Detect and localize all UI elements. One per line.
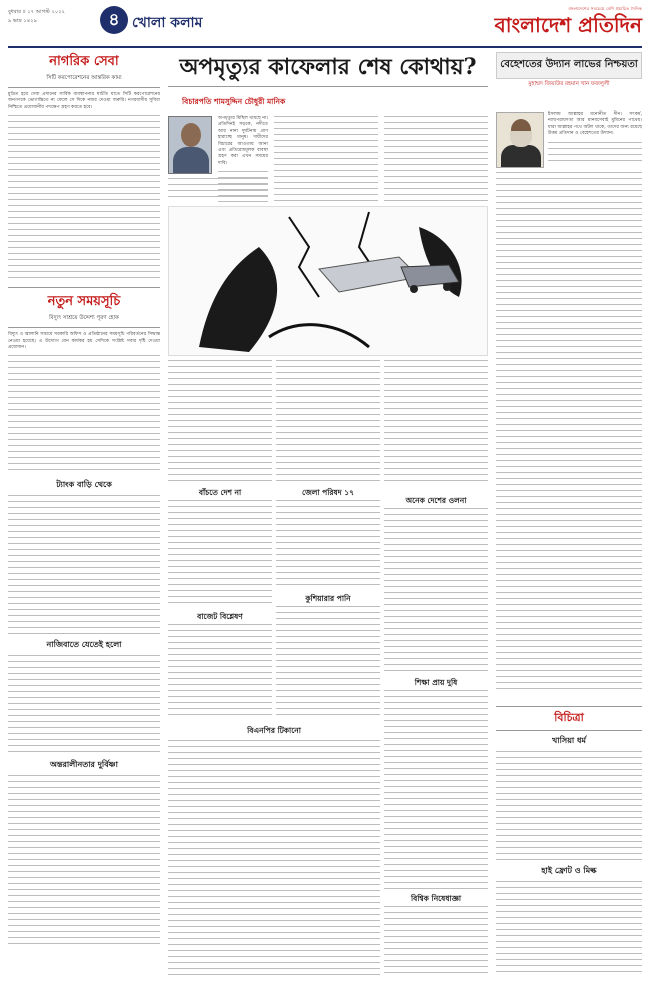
center-column — [168, 52, 488, 113]
brand-logo-text: বাংলাদেশ প্রতিদিন — [494, 13, 642, 37]
editorial-body-2: বিদ্যুৎ ও জ্বালানি সাশ্রয়ে সরকারি অফিস ও প্রতিষ্ঠানের সময়সূচি পরিবর্তনের সিদ্ধান্ত নেওয়া হয়েছে। এ উদ্যোগ যেন কার্যকর হয় সেদিকে সংশ্লিষ্ট সবার দৃষ্টি দেওয়া প্রয়োজন। — [8, 332, 160, 351]
text-block — [276, 606, 380, 720]
center-subhead-1: বাঁচতে দেশ না — [198, 488, 242, 497]
text-block — [384, 116, 488, 202]
text-block — [276, 360, 380, 484]
text-block — [276, 500, 380, 590]
divider — [8, 287, 160, 288]
text-block — [168, 624, 272, 720]
illustration — [168, 206, 488, 356]
religious-lead — [548, 112, 642, 162]
crack-line — [289, 217, 319, 297]
text-block — [274, 116, 378, 202]
center-subhead-4: অনেক দেশের ওলনা — [405, 496, 467, 505]
columnist-portrait — [496, 112, 544, 168]
curiosity-subhead-2: হাই ফ্রোট ও মিল্ক — [541, 865, 597, 875]
subhead-2: নাজিবাতে যেতেই হলো — [46, 639, 122, 650]
ink-stroke — [269, 325, 369, 347]
curiosity-box — [496, 700, 642, 977]
editorial-title-2: নতুন সময়সূচি — [47, 294, 121, 310]
ink-splash-left — [199, 247, 277, 352]
portrait-body — [501, 145, 541, 168]
religious-column-title: বেহেশতের উদ্যান লাভের নিশ্চয়তা — [500, 59, 638, 70]
religious-body: ইসলাম আল্লাহর মনোনীত দীন। সৎকর্ম, ন্যায়পরায়ণতা আর মানবসেবাই মুমিনের পাথেয়। যারা আল্লাহর পথে অটল থাকে, তাদের জন্য রয়েছে উত্তম প্রতিদান ও বেহেশতের উদ্যান। — [548, 112, 642, 137]
text-block — [496, 881, 642, 977]
text-block — [168, 500, 272, 608]
ink-splash-right — [419, 227, 462, 297]
page-number-badge: ৪ — [100, 6, 128, 34]
subhead-1: ট্যাংক বাড়ি থেকে — [56, 479, 112, 490]
bengali-date-line: ৯ ভাদ্র ১৪২৯ — [8, 18, 37, 24]
text-block — [384, 690, 488, 890]
text-block — [8, 495, 160, 635]
center-subhead-8: বিশ্বিক নিষেধাজ্ঞা — [410, 894, 462, 903]
page-section-name: খোলা কলাম — [132, 15, 203, 31]
subhead-3: অন্তরালীনতার দুর্বিষ্ণা — [50, 759, 118, 770]
editorial-title-1: নাগরিক সেবা — [49, 54, 119, 69]
text-block — [384, 906, 488, 976]
wheel — [410, 285, 418, 293]
text-block — [8, 775, 160, 945]
center-subhead-5: কুশিয়ারার পানি — [305, 594, 351, 603]
left-column — [8, 52, 160, 945]
center-subhead-3: জেলা পরিষদ ১৭ — [302, 488, 354, 497]
curiosity-box-title: বিচিত্রা — [496, 706, 642, 731]
wheel — [443, 283, 451, 291]
date-line: বুধবার ॥ ১৭ আগস্ট ২০২২ — [8, 9, 65, 15]
brand-tagline: বাংলাদেশের সবচেয়ে বেশি প্রচারিত দৈনিক — [568, 6, 642, 11]
text-block — [496, 751, 642, 861]
center-subhead-6: বিএনপির টিকানো — [247, 726, 301, 735]
religious-column-author: মুহাম্মদ জিয়াউর রহমান খান ফজলুলী — [528, 81, 610, 87]
text-block — [8, 655, 160, 755]
text-block — [548, 142, 642, 162]
center-subhead-7: শিক্ষা প্রায় দুষি — [414, 678, 458, 687]
religious-column-header — [496, 52, 642, 79]
author-torso — [173, 147, 209, 174]
article-lead: অপমৃত্যুর মিছিল থামছে না। প্রতিদিনই সড়কে, নদীতে আর নানা দুর্ঘটনায় প্রাণ হারাচ্ছে মানুষ। দায়ীদের বিচারের আওতায় আনা এবং প্রতিরোধমূলক ব্যবস্থা গ্রহণ করা এখন সময়ের দাবি। — [218, 116, 268, 166]
masthead-rule — [8, 46, 642, 48]
author-head — [181, 123, 201, 147]
author-photo — [168, 116, 212, 174]
masthead — [8, 6, 642, 46]
newspaper-brand — [495, 6, 642, 37]
author-byline: বিচারপতি শামসুদ্দিন চৌধুরী মানিক — [182, 97, 286, 106]
date-block — [8, 8, 92, 26]
text-block — [384, 508, 488, 672]
main-headline: অপমৃত্যুর কাফেলার শেষ কোথায়? — [168, 52, 488, 87]
accident-illustration-svg — [169, 207, 488, 356]
center-subhead-2: বাজেট বিশ্লেষণ — [197, 612, 243, 621]
editorial-body-1: মুদ্রিত হয়ে সেবা প্রদানের সার্বিক ব্যবস্থাপনার ঘাটতি যাতে সিটি করপোরেশনের জনগণকে ভোগান্তিতে না ফেলে সে দিকে নজর দেওয়া জরুরি। নগরবাসীর সুবিধা নিশ্চিতে প্রয়োজনীয় পদক্ষেপ গ্রহণ করতে হবে। — [8, 92, 160, 110]
text-block — [384, 360, 488, 484]
text-block — [168, 740, 380, 976]
editorial-subtitle-1: সিটি করপোরেশনের আন্তরিক কাম্য — [46, 75, 122, 81]
curiosity-subhead-1: খাসিয়া ধর্ম — [552, 735, 586, 745]
byline-row — [168, 93, 488, 113]
divider — [8, 327, 160, 328]
editorial-text-block-1 — [8, 115, 160, 283]
text-block — [168, 178, 268, 202]
text-block — [168, 360, 272, 484]
text-block — [496, 172, 642, 692]
divider — [8, 87, 160, 88]
editorial-subtitle-2: বিদ্যুৎ সাশ্রয়ে উদ্দেশ্য পূরণ হোক — [49, 315, 119, 322]
editorial-text-block-2 — [8, 355, 160, 475]
right-column — [496, 52, 642, 89]
